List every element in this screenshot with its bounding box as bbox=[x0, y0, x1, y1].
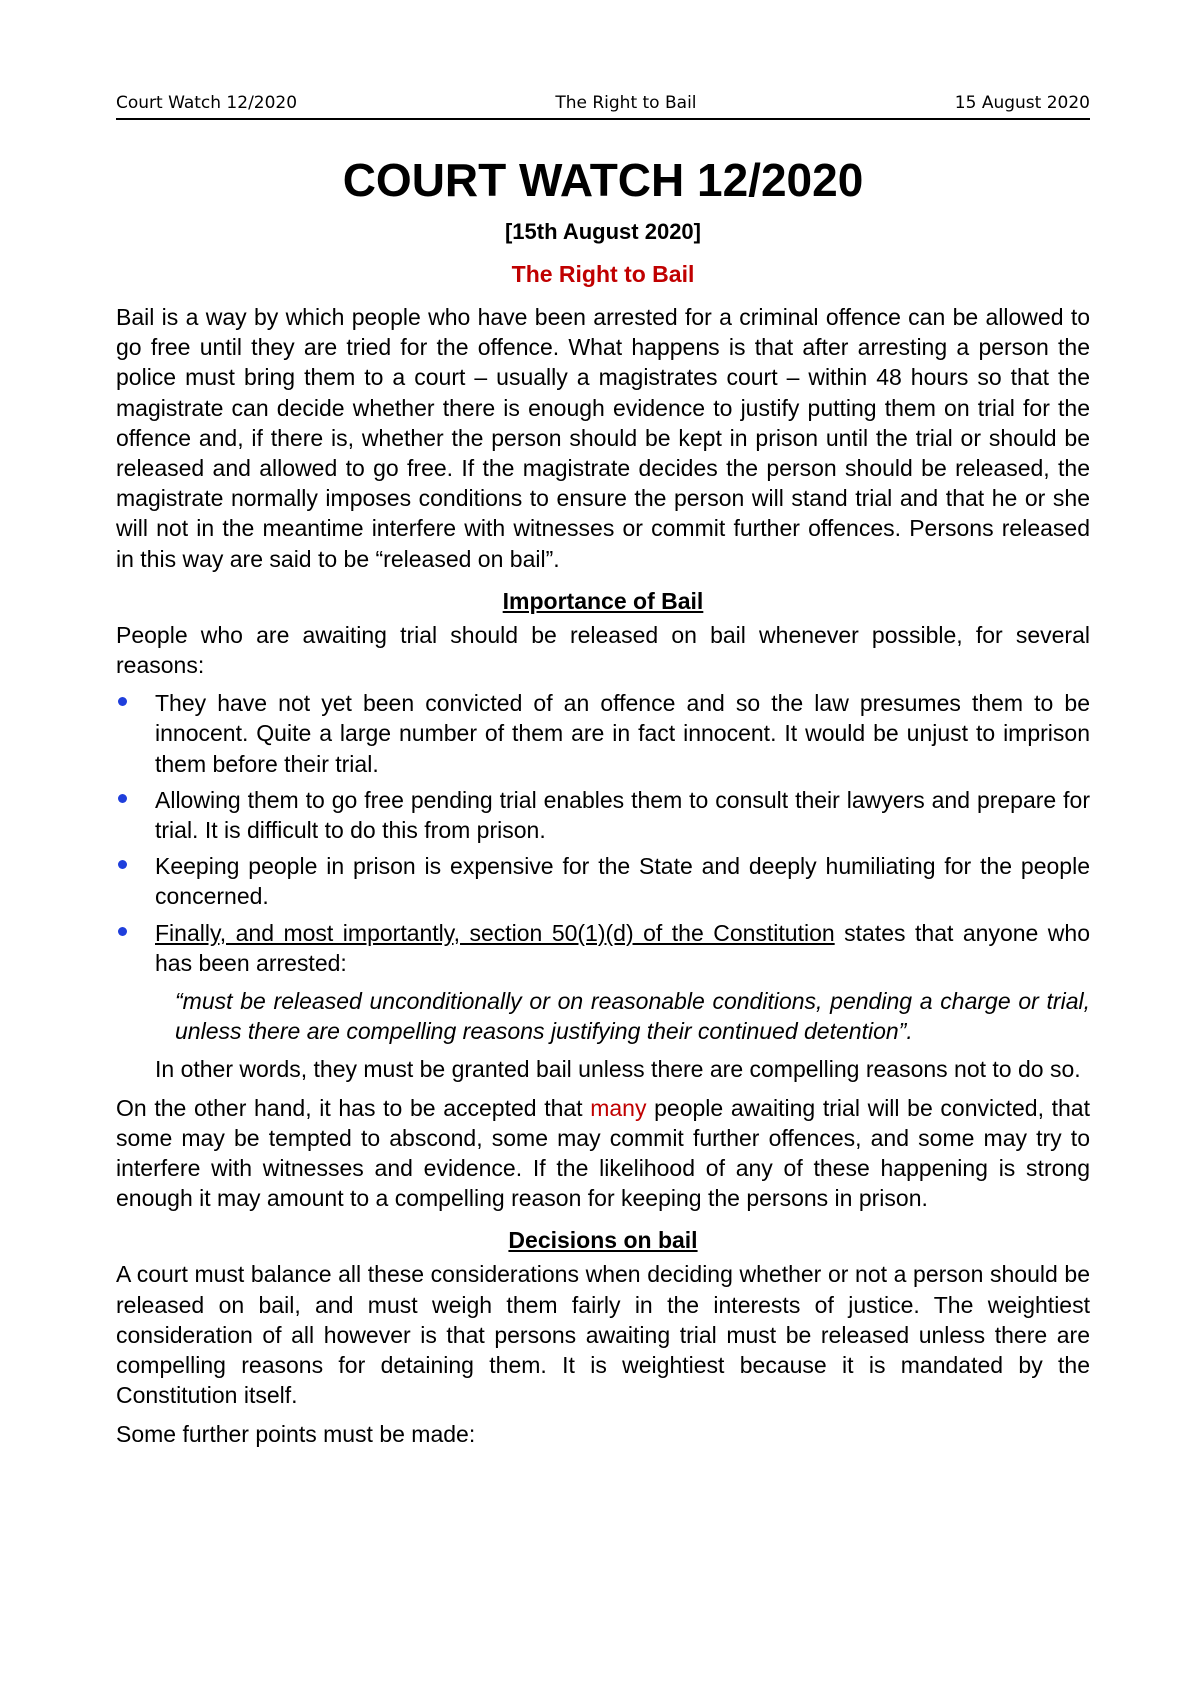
date-line: [15th August 2020] bbox=[504, 219, 701, 244]
importance-heading: Importance of Bail bbox=[502, 587, 704, 614]
bullet-icon bbox=[118, 794, 127, 803]
constitution-reference: Finally, and most importantly, section 50(1)(d) of the Constitution bbox=[155, 919, 835, 946]
list-item-text: They have not yet been convicted of an offence and so the law presumes them to be innocent. Quite a large number of them are in fact innocent. It would be unjust to imprison them before their trial. bbox=[155, 690, 1090, 777]
further-points-paragraph: Some further points must be made: bbox=[116, 1420, 476, 1447]
list-item bbox=[116, 688, 1090, 779]
bullet-icon bbox=[118, 927, 127, 936]
running-header bbox=[116, 93, 1090, 120]
bullet-icon bbox=[118, 860, 127, 869]
importance-intro: People who are awaiting trial should be released on bail whenever possible, for several reasons: bbox=[116, 621, 1090, 679]
other-hand-paragraph bbox=[116, 1093, 1090, 1214]
list-item-text: Allowing them to go free pending trial enables them to consult their lawyers and prepare for trial. It is difficult to do this from prison. bbox=[155, 786, 1090, 844]
list-item-text: Keeping people in prison is expensive for the State and deeply humiliating for the people concerned. bbox=[155, 853, 1090, 910]
decisions-paragraph: A court must balance all these considerations when deciding whether or not a person should be released on bail, and must weigh them fairly in the interests of justice. The weightiest consideration of all however is that persons awaiting trial must be released unless there are compelling reasons for detaining them. It is weightiest because it is mandated by the Constitution itself. bbox=[116, 1261, 1090, 1409]
intro-paragraph: Bail is a way by which people who have been arrested for a criminal offence can be allowed to go free until they are tried for the offence. What happens is that after arresting a person the police must bring them to a court – usually a magistrates court – within 48 hours so that the magistrate can decide whether there is enough evidence to justify putting them on trial for the offence and, if there is, whether the person should be kept in prison until the trial or should be released and allowed to go free. If the magistrate decides the person should be released, the magistrate normally imposes conditions to ensure the person will stand trial and that he or she will not in the meantime interfere with witnesses or commit further offences. Persons released in this way are said to be “released on bail”. bbox=[116, 304, 1090, 572]
other-hand-text-a: On the other hand, it has to be accepted that bbox=[116, 1094, 591, 1121]
header-left: Court Watch 12/2020 bbox=[116, 93, 298, 113]
page-title: COURT WATCH 12/2020 bbox=[342, 154, 864, 206]
header-center: The Right to Bail bbox=[555, 93, 697, 113]
subtitle: The Right to Bail bbox=[511, 261, 695, 287]
decisions-heading: Decisions on bail bbox=[508, 1227, 698, 1254]
other-hand-text-b: people awaiting trial will be convicted, that some may be tempted to abscond, some may commit further offences, and some may try to interfere with witnesses and evidence. If the likelihood of any of these happening is strong enough it may amount to a compelling reason for keeping the persons in prison. bbox=[116, 1094, 1090, 1212]
document-body bbox=[116, 152, 1090, 1457]
in-other-words-paragraph: In other words, they must be granted bail unless there are compelling reasons not to do so. bbox=[155, 1056, 1081, 1083]
list-item-text: states that anyone who has been arrested: bbox=[155, 919, 1090, 976]
bullet-icon bbox=[118, 697, 127, 706]
list-item bbox=[116, 851, 1090, 911]
emphasis-many: many bbox=[590, 1094, 647, 1121]
header-right: 15 August 2020 bbox=[954, 93, 1090, 113]
list-item bbox=[116, 785, 1090, 845]
reasons-list bbox=[116, 688, 1090, 1046]
list-item bbox=[116, 918, 1090, 1047]
constitution-quote: “must be released unconditionally or on reasonable conditions, pending a charge or trial, unless there are compelling reasons justifying their continued detention”. bbox=[175, 988, 1090, 1045]
